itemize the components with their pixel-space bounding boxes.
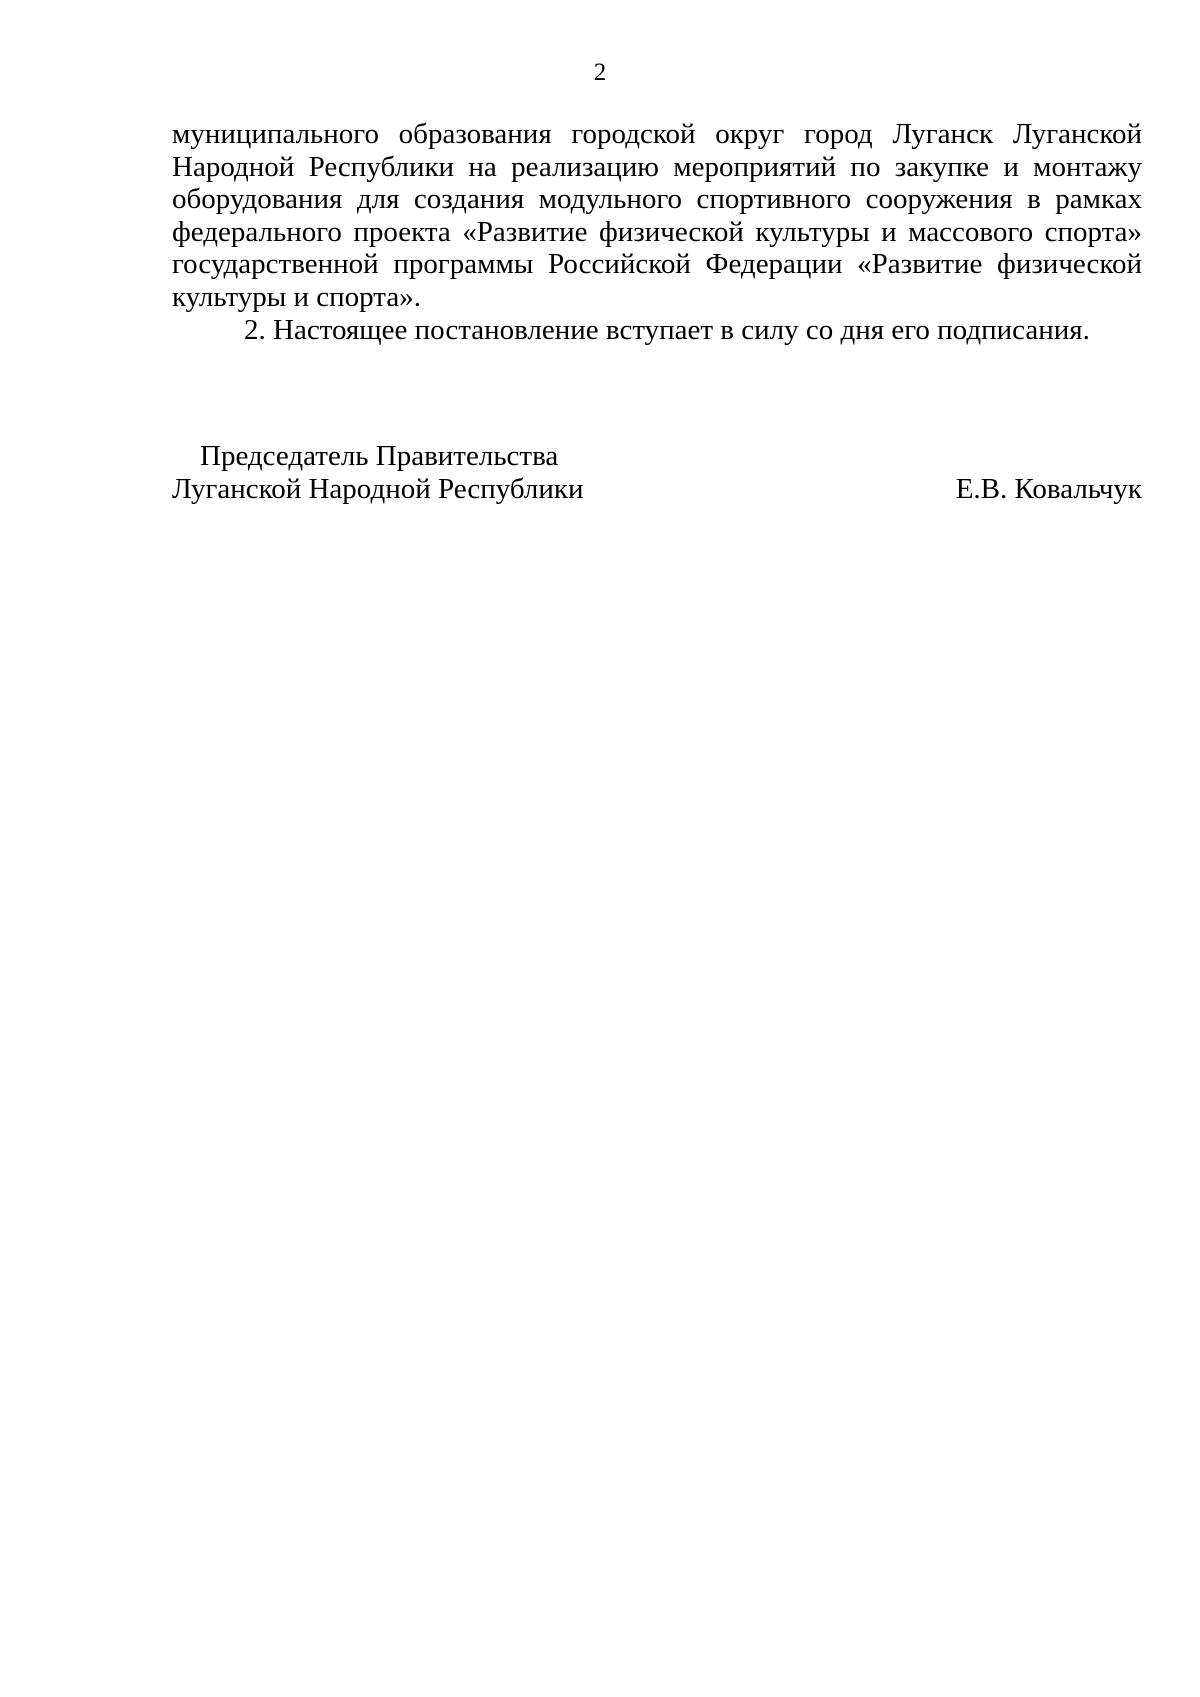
signatory-position-line-2: Луганской Народной Республики [172, 472, 584, 505]
signatory-name: Е.В. Ковальчук [955, 472, 1142, 505]
signature-block [172, 440, 1142, 505]
signatory-position-line-1: Председатель Правительства [200, 440, 559, 472]
page-number: 2 [593, 59, 607, 86]
document-body [172, 118, 1142, 346]
paragraph-2-effective-date: 2. Настоящее постановление вступает в силу со дня его подписания. [244, 313, 1090, 346]
signature-row [172, 473, 1142, 506]
paragraph-1-continuation: муниципального образования городской округ город Луганск Луганской Народной Республики на реализацию мероприятий по закупке и монтажу оборудования для создания модульного спортивного сооружения в рамках федерального проекта «Развитие физической культуры и массового спорта» государственной программы Российской Федерации «Развитие физической культуры и спорта». [172, 118, 1142, 313]
